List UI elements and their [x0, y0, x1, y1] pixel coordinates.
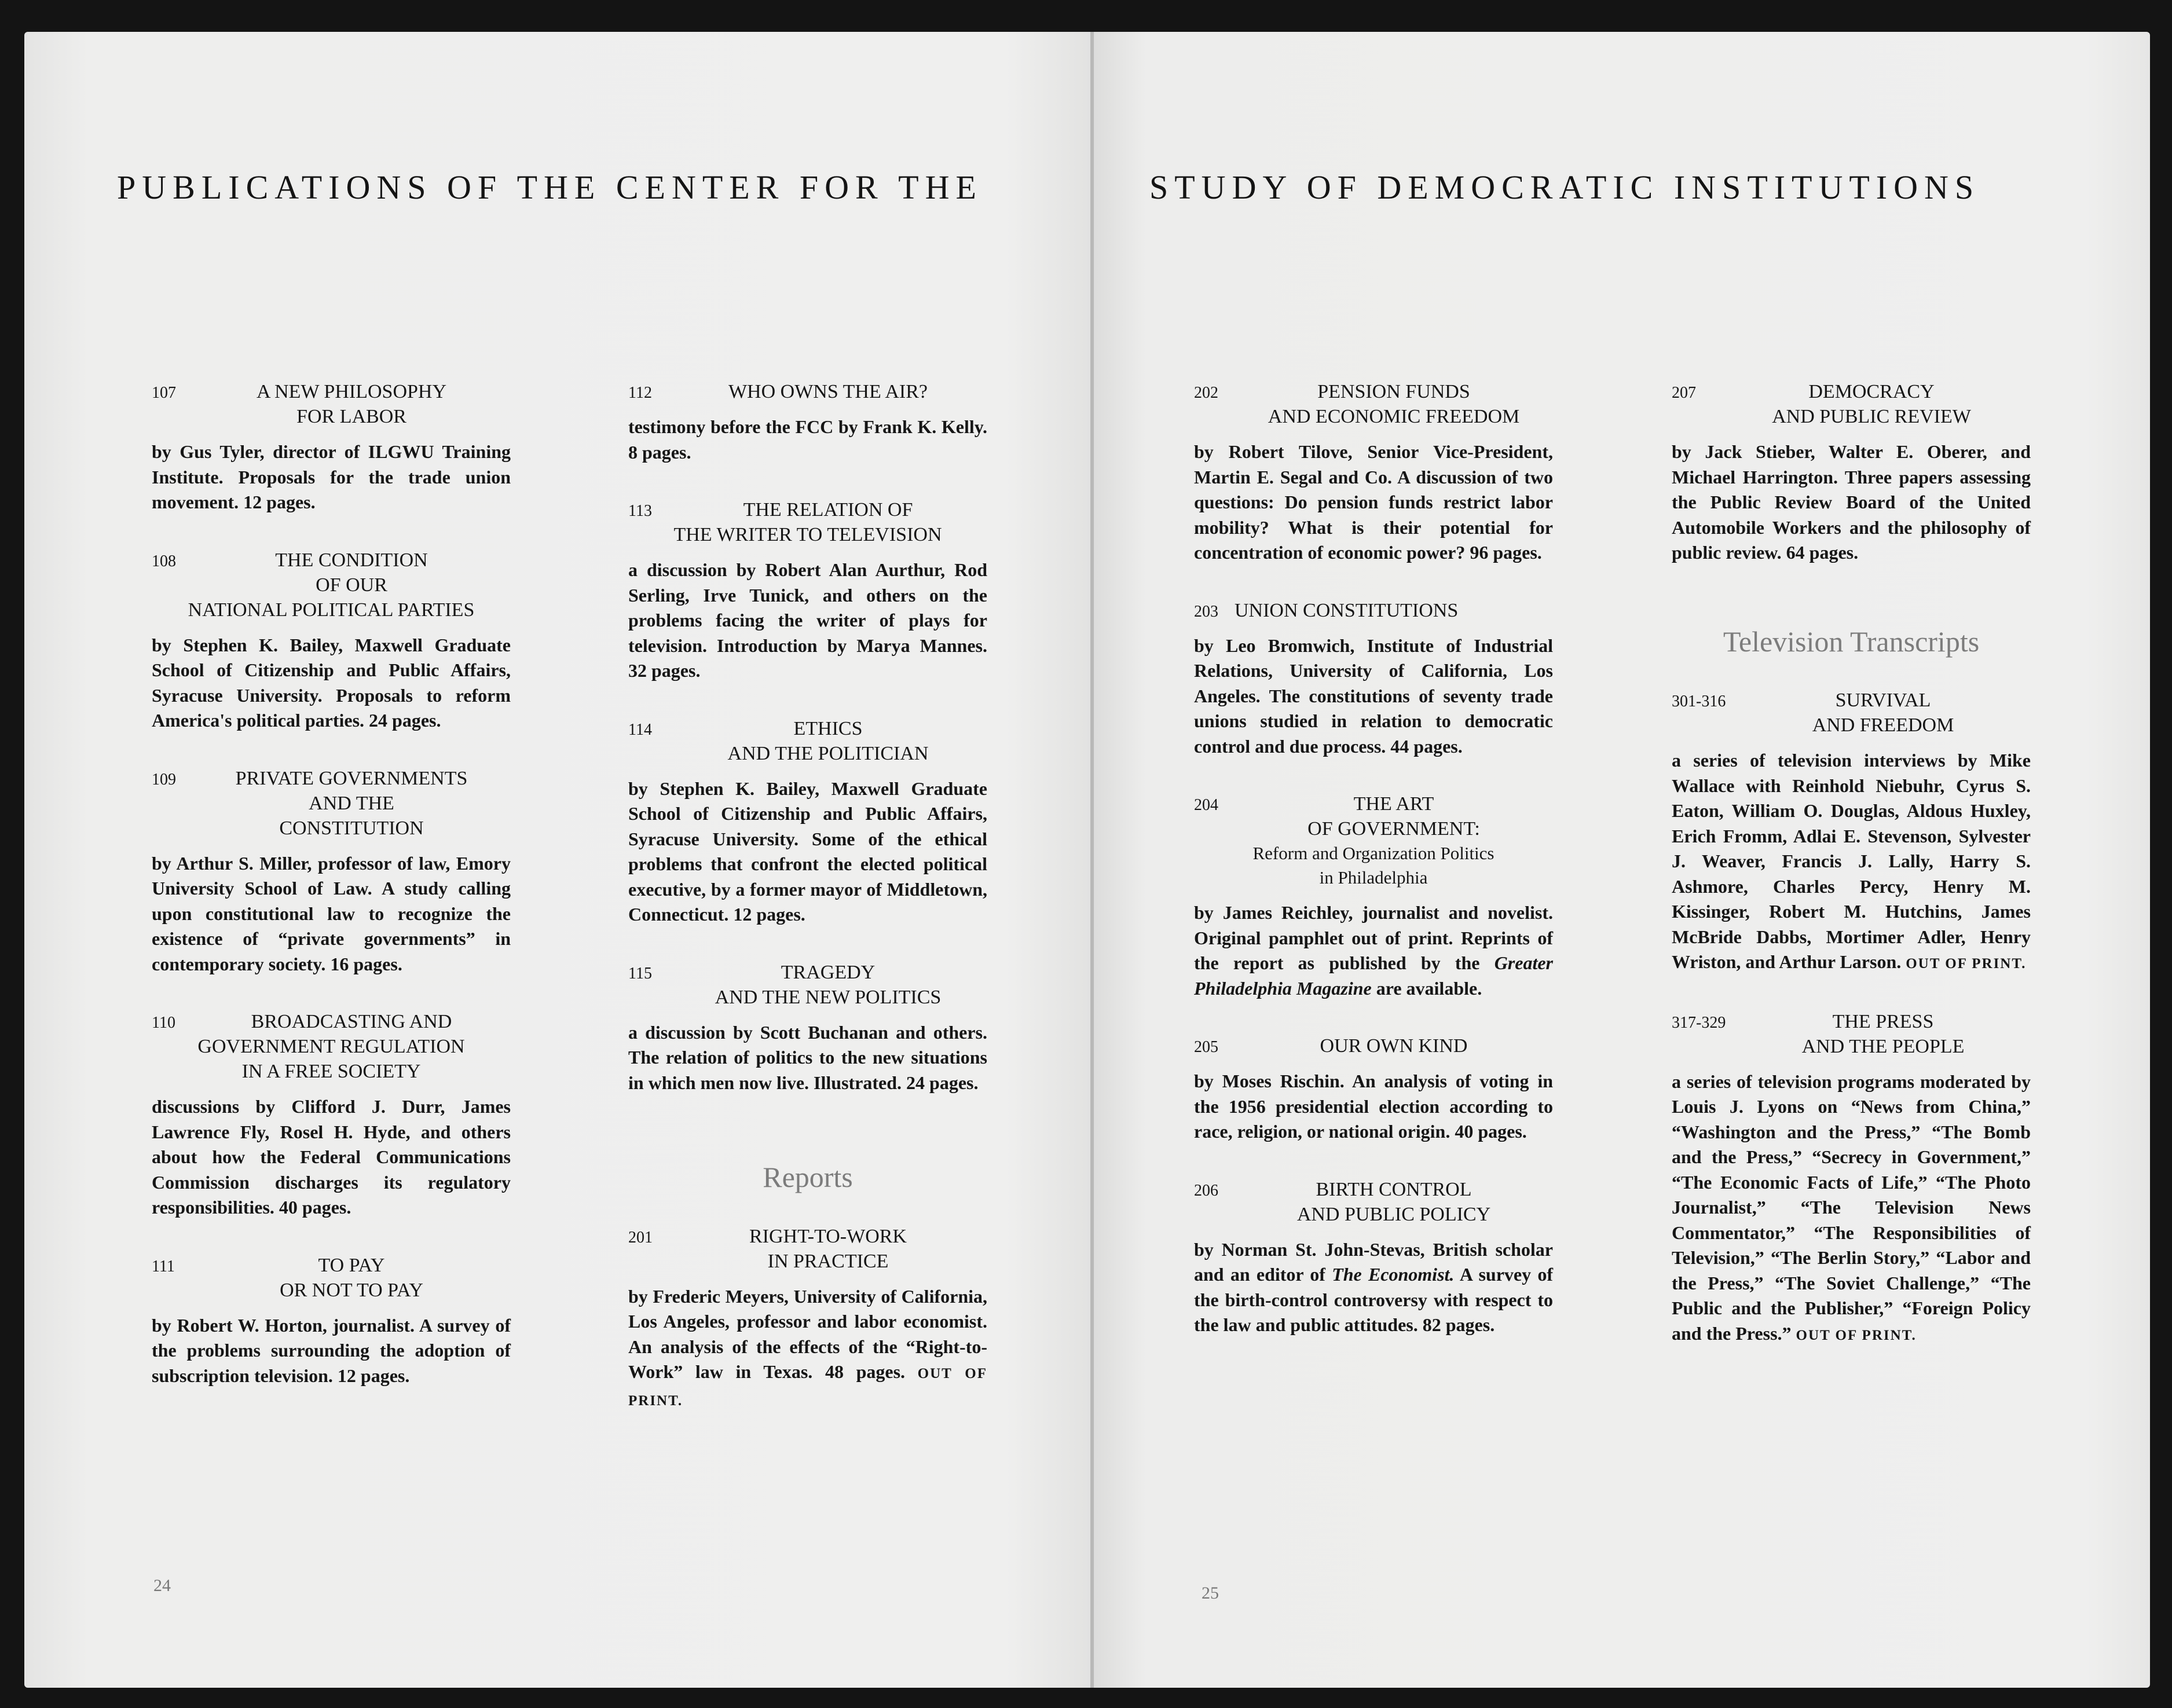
pub-title: WHO OWNS THE AIR? [728, 381, 928, 402]
pub-number: 207 [1672, 384, 1696, 402]
pub-title: AND THE POLITICIAN [727, 742, 929, 764]
book-gutter [1090, 32, 1094, 1688]
pub-number: 202 [1194, 384, 1218, 402]
pub-number: 114 [628, 720, 652, 739]
magazine-title: The Economist. [1332, 1264, 1455, 1285]
publication-113 [628, 497, 987, 684]
pub-title: TO PAY [318, 1254, 385, 1276]
column-1 [152, 379, 511, 1421]
pub-description-text: by Frederic Meyers, University of California, Los Angeles, professor and labor economist. An analysis of the effects of the “Right-to-Work” law in Texas. 48 pages. [628, 1285, 987, 1382]
header-right: STUDY OF DEMOCRATIC INSTITUTIONS [1149, 168, 1980, 206]
publication-114 [628, 716, 987, 928]
pub-description-text: by James Reichley, journalist and novelist. Original pamphlet out of print. Reprints of the report as published by the [1194, 902, 1553, 973]
pub-title: PENSION FUNDS [1317, 381, 1470, 402]
magazine-title: Greater Philadelphia Magazine [1194, 952, 1553, 999]
publication-107 [152, 379, 511, 515]
pub-subtitle: in Philadelphia [1319, 867, 1428, 888]
pub-title: THE PRESS [1832, 1010, 1934, 1032]
pub-description-text: A survey of the birth-control controversy with respect to the law and public attitudes. 82 pages. [1194, 1264, 1553, 1335]
pub-description [1194, 1237, 1553, 1338]
pub-number: 115 [628, 964, 652, 983]
pub-title: CONSTITUTION [279, 817, 424, 839]
pub-title: AND THE NEW POLITICS [715, 986, 942, 1008]
pub-number: 109 [152, 770, 176, 789]
pub-title: PRIVATE GOVERNMENTS [235, 767, 468, 789]
page-number-right: 25 [1202, 1584, 1219, 1603]
pub-title: THE CONDITION [275, 549, 428, 571]
pub-title: BIRTH CONTROL [1316, 1178, 1472, 1200]
publication-111 [152, 1253, 511, 1389]
publication-115 [628, 960, 987, 1096]
pub-description: a discussion by Scott Buchanan and others. The relation of politics to the new situations in which men now live. Illustrated. 24 pages. [628, 1021, 987, 1093]
out-of-print-label: OUT OF PRINT. [628, 1366, 987, 1409]
pub-title: IN PRACTICE [767, 1250, 889, 1272]
pub-description: a discussion by Robert Alan Aurthur, Rod Serling, Irve Tunick, and others on the problems facing the writer of plays for television. Introduction by Marya Mannes. 32 pages. [628, 559, 987, 681]
pub-description: testimony before the FCC by Frank K. Kelly. 8 pages. [628, 416, 987, 463]
pub-title: TRAGEDY [781, 961, 876, 983]
pub-title: AND FREEDOM [1812, 714, 1954, 736]
out-of-print-label: OUT OF PRINT. [1906, 956, 2027, 972]
pub-title: OR NOT TO PAY [280, 1279, 423, 1301]
reports-heading: Reports [763, 1161, 853, 1193]
publication-112 [628, 379, 987, 465]
pub-description-text: by Norman St. John-Stevas, British scholar and an editor of [1194, 1238, 1553, 1285]
pub-title: AND PUBLIC REVIEW [1772, 406, 1971, 427]
television-transcripts-heading: Television Transcripts [1723, 625, 1980, 658]
pub-description: by Robert Tilove, Senior Vice-President, Martin E. Segal and Co. A discussion of two questions: Do pension funds restrict labor mobility? What is their potential for concentration of economic power? 96 pages. [1194, 441, 1553, 563]
page-number-left: 24 [153, 1576, 171, 1595]
header-left: PUBLICATIONS OF THE CENTER FOR THE [117, 168, 983, 206]
pub-title: SURVIVAL [1835, 690, 1931, 711]
pub-title: ETHICS [793, 717, 863, 739]
pub-description [1194, 900, 1553, 1001]
pub-description: by Arthur S. Miller, professor of law, Emory University School of Law. A study calling upon constitutional law to recognize the existence of “private governments” in contemporary society. 16 pages. [152, 852, 511, 974]
publication-110 [152, 1009, 511, 1220]
pub-title: AND THE [309, 792, 394, 814]
pub-description: by Gus Tyler, director of ILGWU Training Institute. Proposals for the trade union movement. 12 pages. [152, 441, 511, 512]
pub-description: by Stephen K. Bailey, Maxwell Graduate School of Citizenship and Public Affairs, Syracuse University. Some of the ethical problems that confront the elected political executive, by a former mayor of Middletown, Connecticut. 12 pages. [628, 778, 987, 925]
pub-title: THE RELATION OF [743, 499, 913, 521]
column-3 [1194, 379, 1553, 1370]
publication-301-316 [1672, 688, 2031, 977]
pub-title: OF OUR [316, 574, 387, 596]
pub-description: discussions by Clifford J. Durr, James Lawrence Fly, Rosel H. Hyde, and others about how the Federal Communications Commission discharges its regulatory responsibilities. 40 pages. [152, 1096, 511, 1218]
pub-number: 317-329 [1672, 1013, 1726, 1032]
pub-description: by Jack Stieber, Walter E. Oberer, and Michael Harrington. Three papers assessing the Public Review Board of the United Automobile Workers and the philosophy of public review. 64 pages. [1672, 441, 2031, 563]
pub-number: 203 [1194, 602, 1218, 621]
pub-title: AND PUBLIC POLICY [1296, 1203, 1491, 1225]
publication-201 [628, 1224, 987, 1414]
publication-207 [1672, 379, 2031, 566]
pub-title: AND THE PEOPLE [1801, 1035, 1965, 1057]
pub-number: 204 [1194, 796, 1218, 814]
pub-number: 107 [152, 384, 176, 402]
pub-description-text: a series of television programs moderated by Louis J. Lyons on “News from China,” “Washington and the Press,” “The Bomb and the Press,” “Secrecy in Government,” “The Economic Facts of Life,” “The Photo Journalist,” “The Television News Commentator,” “The Responsibilities of Television,” “The Berlin Story,” “Labor and the Press,” “The Soviet Challenge,” “The Public and the Publisher,” “Foreign Policy and the Press.” [1672, 1071, 2031, 1344]
pub-number: 110 [152, 1014, 175, 1032]
pub-number: 112 [628, 384, 652, 402]
pub-subtitle: Reform and Organization Politics [1252, 843, 1495, 863]
pub-number: 113 [628, 502, 652, 520]
pub-description: by Leo Bromwich, Institute of Industrial Relations, University of California, Los Angeles. The constitutions of seventy trade unions studied in relation to democratic control and due process. 44 pages. [1194, 635, 1553, 757]
publication-203 [1194, 598, 1553, 760]
pub-description: by Stephen K. Bailey, Maxwell Graduate School of Citizenship and Public Affairs, Syracuse University. Proposals to reform America's political parties. 24 pages. [152, 634, 511, 731]
pub-title: GOVERNMENT REGULATION [197, 1036, 465, 1057]
pub-title: THE WRITER TO TELEVISION [673, 524, 942, 545]
pub-number: 108 [152, 552, 176, 570]
publication-204 [1194, 791, 1553, 1001]
pub-description [1672, 748, 2031, 977]
pub-description [1672, 1069, 2031, 1348]
pub-description-text: a series of television interviews by Mike Wallace with Reinhold Niebuhr, Cyrus S. Eaton, William O. Douglas, Aldous Huxley, Erich Fromm, Adlai E. Stevenson, Sylvester J. Weaver, Francis J. Lally, Harry S. Ashmore, Charles Percy, Henry M. Kissinger, Robert M. Hutchins, James McBride Dabbs, Mortimer Adler, Henry Wriston, and Arthur Larson. [1672, 750, 2031, 972]
publication-108 [152, 548, 511, 734]
pub-title: BROADCASTING AND [251, 1011, 452, 1032]
pub-title: OUR OWN KIND [1320, 1035, 1468, 1057]
pub-title: DEMOCRACY [1808, 381, 1935, 402]
pub-description [628, 1284, 987, 1414]
pub-title: UNION CONSTITUTIONS [1235, 599, 1459, 621]
pub-title: FOR LABOR [296, 406, 406, 427]
pub-title: THE ART [1353, 793, 1434, 815]
publication-205 [1194, 1033, 1553, 1145]
pub-description: by Moses Rischin. An analysis of voting in the 1956 presidential election according to race, religion, or national origin. 40 pages. [1194, 1071, 1553, 1142]
pub-title: NATIONAL POLITICAL PARTIES [188, 599, 475, 621]
pub-description: by Robert W. Horton, journalist. A survey of the problems surrounding the adoption of subscription television. 12 pages. [152, 1314, 511, 1386]
pub-description-text: are available. [1376, 977, 1482, 999]
pub-title: A NEW PHILOSOPHY [256, 381, 447, 402]
column-2 [628, 379, 987, 1446]
pub-title: AND ECONOMIC FREEDOM [1268, 406, 1520, 427]
out-of-print-label: OUT OF PRINT. [1796, 1327, 1917, 1343]
pub-title: OF GOVERNMENT: [1307, 818, 1480, 840]
publication-206 [1194, 1177, 1553, 1338]
pub-number: 206 [1194, 1181, 1218, 1200]
publication-109 [152, 766, 511, 977]
pub-number: 205 [1194, 1038, 1218, 1056]
pub-title: RIGHT-TO-WORK [749, 1225, 907, 1247]
column-4 [1672, 379, 2031, 1380]
publication-202 [1194, 379, 1553, 566]
pub-number: 301-316 [1672, 692, 1726, 710]
pub-number: 201 [628, 1228, 653, 1247]
pub-title: IN A FREE SOCIETY [241, 1061, 421, 1082]
pub-number: 111 [152, 1257, 175, 1275]
publication-317-329 [1672, 1009, 2031, 1348]
